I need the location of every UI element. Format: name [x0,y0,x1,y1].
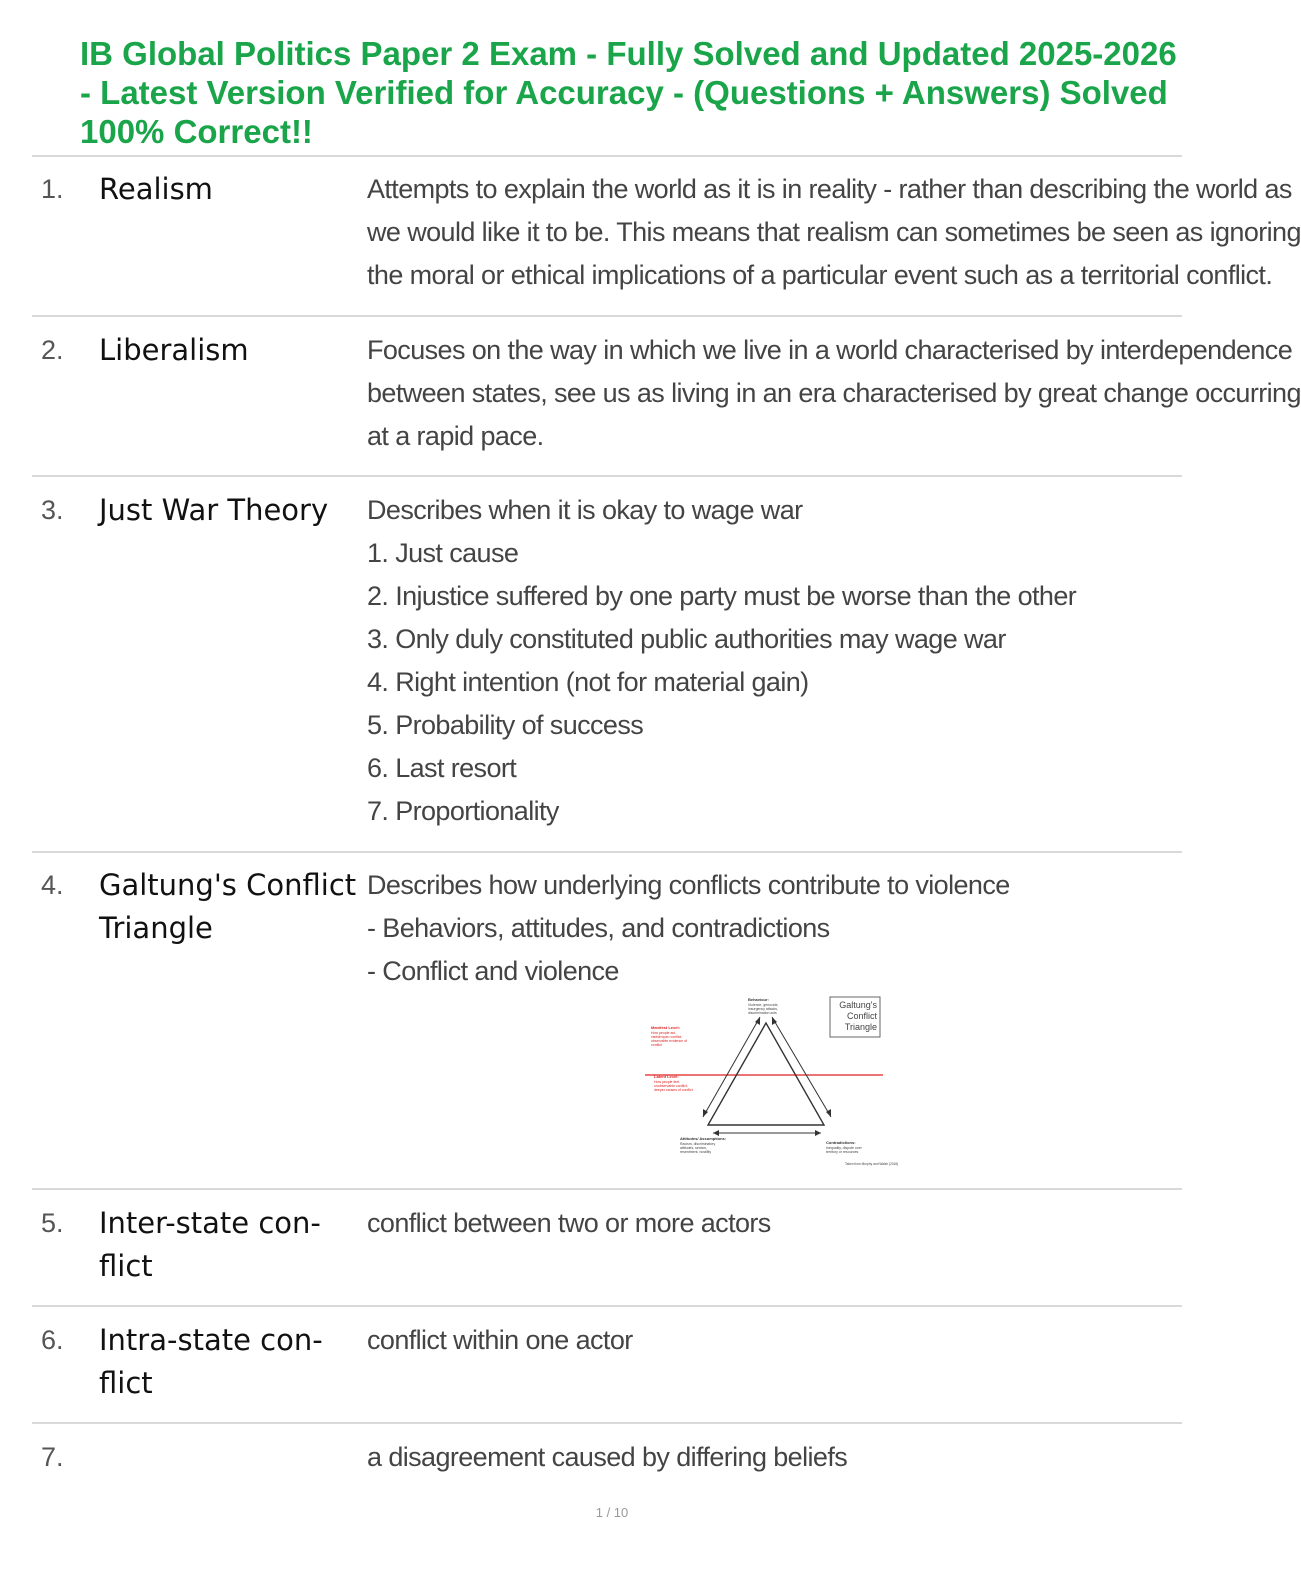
definition-line: a disagreement caused by differing beliefs [367,1442,848,1472]
divider [32,1305,1182,1307]
definition-line: between states, see us as living in an era characterised by great change occurring [367,378,1301,408]
definition-line: the moral or ethical implications of a particular event such as a territorial conflict. [367,260,1273,290]
manifest-level-text: conflict [651,1043,662,1047]
card-term: Just War Theory [99,493,329,527]
arrowhead [815,1130,821,1136]
arrow-left [703,1017,760,1117]
definition-line: 4. Right intention (not for material gain) [367,667,809,697]
card-term: Intra-state con- flict [99,1323,323,1400]
manifest-level-text: observable evidence of [651,1039,687,1043]
definition-line: 6. Last resort [367,753,517,783]
card-definition [367,329,1301,458]
definition-line: - Behaviors, attitudes, and contradictions [367,913,830,943]
attitudes-text: resentment, hostility [680,1150,712,1154]
arrow-right [772,1017,831,1117]
behaviour-text: Violence, genocide, [748,1003,779,1007]
definition-line: 7. Proportionality [367,796,559,826]
behaviour-label: Behaviour: [748,997,769,1002]
definition-line: 5. Probability of success [367,710,644,740]
divider [32,315,1182,317]
divider [32,155,1182,157]
card-definition [367,168,1301,297]
latent-level-text: unobservable conflict, [654,1084,688,1088]
contradictions-text: territory or resources [826,1150,859,1154]
definition-line: 3. Only duly constituted public authorities may wage war [367,624,1006,654]
card-number: 4. [41,870,64,900]
card-number: 5. [41,1208,64,1238]
contradictions-text: Inequality, dispute over [826,1146,862,1150]
card-term: Inter-state con- flict [99,1206,321,1283]
definition-line: conflict within one actor [367,1325,633,1355]
definition-line: conflict between two or more actors [367,1208,771,1238]
divider [32,475,1182,477]
manifest-level-text: visible/open conflict, [651,1035,683,1039]
definition-line: Describes when it is okay to wage war [367,495,803,525]
card-definition [367,864,1179,993]
card-number: 1. [41,174,64,204]
definition-line: Describes how underlying conflicts contribute to violence [367,870,1010,900]
manifest-level-text: How people act, [651,1031,677,1035]
divider [32,851,1182,853]
card-definition [367,1202,1179,1245]
attitudes-label: Attitudes/ Assumptions: [680,1136,727,1141]
definition-line: Focuses on the way in which we live in a world characterised by interdependence [367,335,1293,365]
conflict-triangle-diagram [645,995,899,1170]
latent-level-text: deeper causes of conflict [654,1088,693,1092]
behaviour-text: insurgency attacks, [748,1007,778,1011]
definition-line: - Conflict and violence [367,956,619,986]
divider [32,1422,1182,1424]
diagram-source: Taken from Murphy and Walsh (2016) [845,1162,899,1166]
card-term: Liberalism [99,333,249,367]
card-number: 3. [41,495,64,525]
diagram-title-line: Triangle [844,1022,877,1032]
latent-level-text: How people feel, [654,1080,681,1084]
manifest-level-label: Manifest Level: [651,1025,680,1030]
attitudes-text: Racism, discriminatory [680,1142,716,1146]
contradictions-label: Contradictions: [826,1140,856,1145]
card-number: 6. [41,1325,64,1355]
card-definition [367,1319,1179,1362]
attitudes-text: attitudes, sexism, [680,1146,708,1150]
definition-line: Attempts to explain the world as it is in reality - rather than describing the world as [367,174,1292,204]
definition-line: 2. Injustice suffered by one party must be worse than the other [367,581,1077,611]
card-definition [367,489,1179,833]
card-term: Realism [99,172,213,206]
definition-line: at a rapid pace. [367,421,544,451]
card-term: Galtung's Conflict Triangle [99,868,357,945]
triangle-shape [708,1023,824,1125]
page-indicator: 1 / 10 [595,1505,629,1520]
card-number: 2. [41,335,64,365]
latent-level-label: Latent Level: [654,1074,679,1079]
document-title: IB Global Politics Paper 2 Exam - Fully Solved and Updated 2025-2026 - Latest Version Verified for Accuracy - (Questions + Answers) Solved 100% Correct!! [80,35,1177,150]
definition-line: 1. Just cause [367,538,519,568]
definition-line: we would like it to be. This means that realism can sometimes be seen as ignoring [367,217,1301,247]
diagram-title-line: Galtung's [839,1000,877,1010]
behaviour-text: discrimination acts [748,1011,777,1015]
card-number: 7. [41,1442,64,1472]
divider [32,1188,1182,1190]
card-definition [367,1436,1179,1479]
diagram-title-line: Conflict [846,1011,877,1021]
